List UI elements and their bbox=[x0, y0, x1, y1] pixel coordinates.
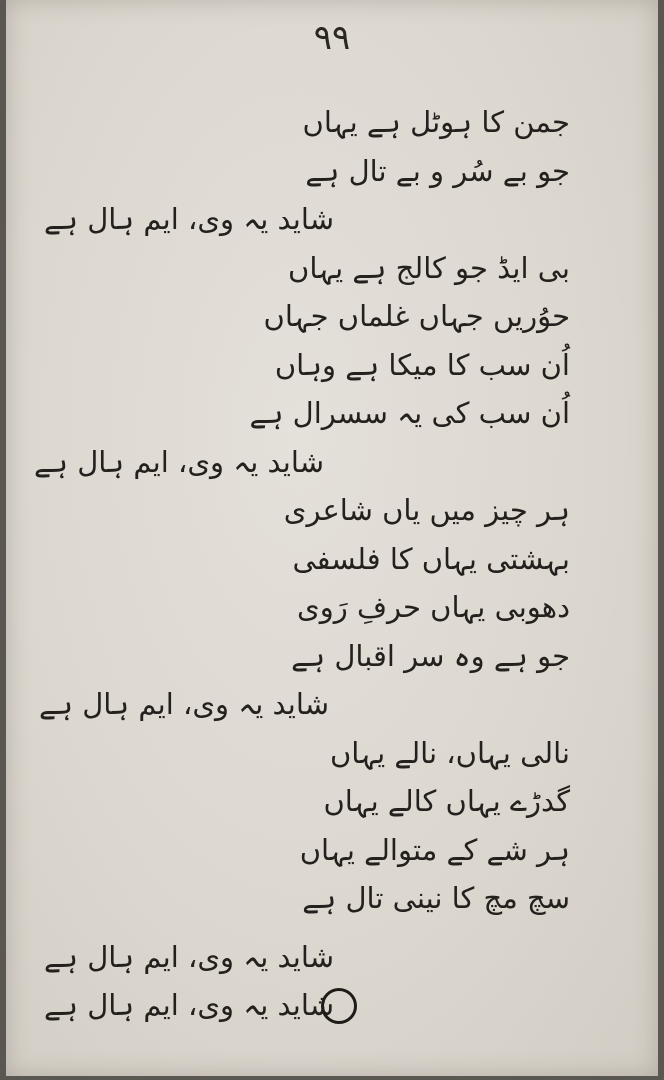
verse-line: نالی یہاں، نالے یہاں bbox=[329, 735, 570, 770]
verse-line: جمن کا ہوٹل ہے یہاں bbox=[302, 105, 570, 139]
verse-line: ہر چیز میں یاں شاعری bbox=[283, 493, 570, 527]
refrain-line: شاید یہ وی، ایم ہال ہے bbox=[39, 687, 329, 721]
verse-line: دھوبی یہاں حرفِ رَوی bbox=[297, 590, 570, 624]
verse-line: بہشتی یہاں کا فلسفی bbox=[292, 541, 570, 576]
verse-line: حوُریں جہاں غلماں جہاں bbox=[263, 299, 570, 333]
verse-line: گدڑے یہاں کالے یہاں bbox=[323, 784, 570, 818]
verse-line: جو ہے وہ سر اقبال ہے bbox=[291, 638, 570, 673]
verse-line: سچ مچ کا نینی تال ہے bbox=[302, 881, 570, 915]
refrain-line: شاید یہ وی، ایم ہال ہے bbox=[44, 939, 334, 974]
page-number: ۹۹ bbox=[313, 18, 351, 58]
refrain-line: شاید یہ وی، ایم ہال ہے bbox=[44, 202, 334, 236]
refrain-line: شاید یہ وی، ایم ہال ہے bbox=[34, 444, 324, 479]
poem bbox=[34, 98, 570, 1030]
verse-line: بی ایڈ جو کالج ہے یہاں bbox=[288, 250, 570, 285]
refrain-line: شاید یہ وی، ایم ہال ہے bbox=[44, 988, 334, 1022]
verse-line: جو بے سُر و بے تال ہے bbox=[305, 153, 570, 188]
verse-line: ہر شے کے متوالے یہاں bbox=[299, 832, 570, 867]
book-page bbox=[6, 0, 658, 1076]
verse-line: اُن سب کی یہ سسرال ہے bbox=[249, 396, 570, 430]
end-of-poem-circle bbox=[321, 988, 357, 1024]
verse-line: اُن سب کا میکا ہے وہاں bbox=[274, 347, 570, 382]
